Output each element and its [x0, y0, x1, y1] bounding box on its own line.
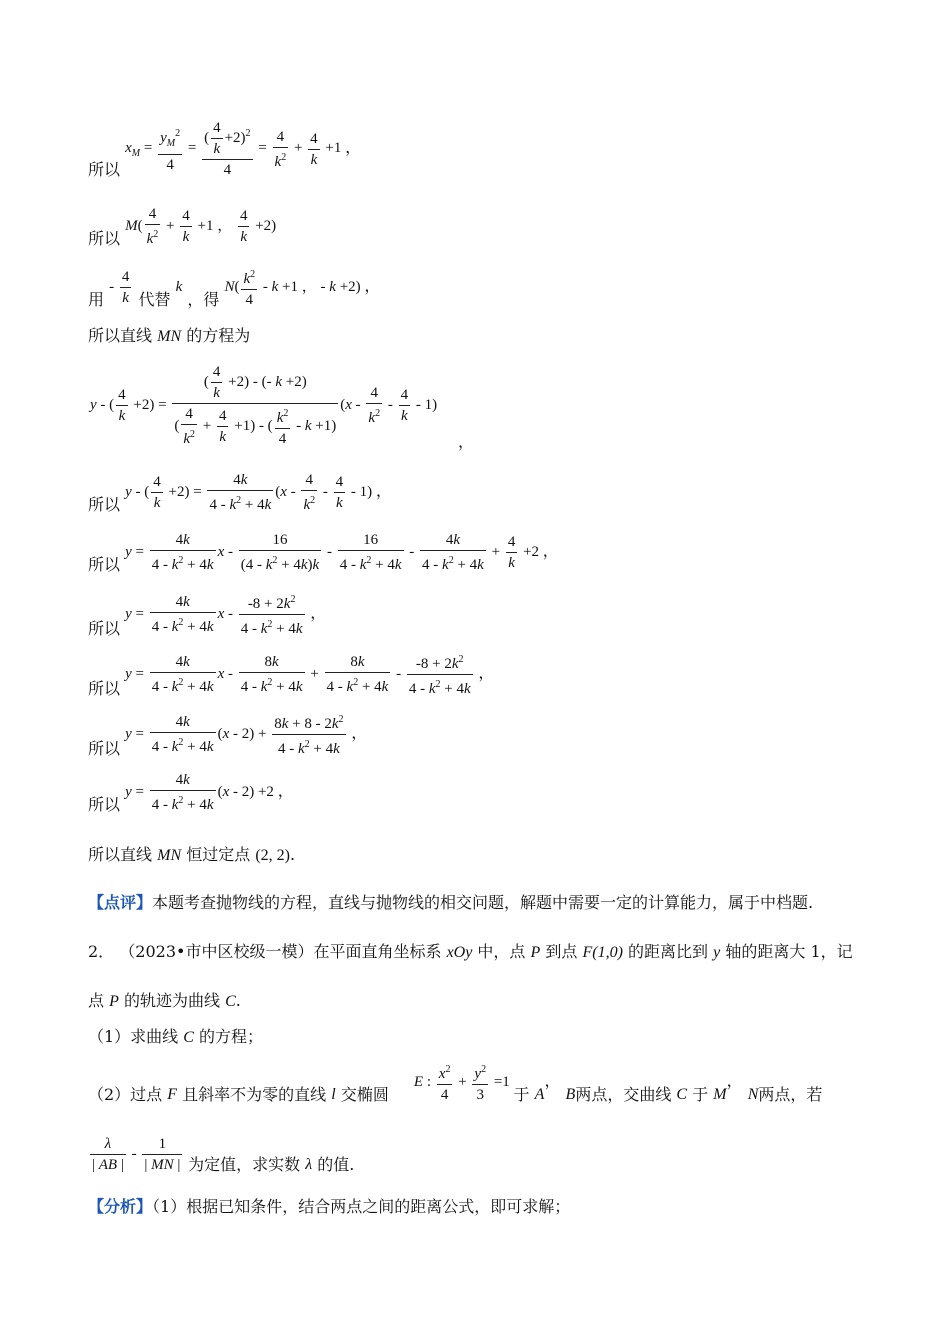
- text-so-line: 所以直线: [88, 845, 153, 864]
- symbol-mn: MN: [157, 847, 182, 864]
- formula-step-6: y - ( $\frac{4}{k}$ +2) = $\frac{4k}{4 - k^2 + 4k}$ (x - $\frac{4}{k^2}$ - $\frac{4}{k}$ - 1): [125, 472, 376, 513]
- question-text: （1）求曲线: [88, 1027, 179, 1046]
- text-suffix: ，: [364, 275, 381, 295]
- problem-text: .: [235, 991, 241, 1010]
- symbol-k: k: [175, 278, 183, 295]
- text-prefix: 所以: [88, 619, 121, 638]
- text-prefix: 所以: [88, 555, 121, 574]
- text-prefix: 所以: [88, 739, 121, 758]
- symbol-c: C: [225, 993, 236, 1010]
- text-get: ，得: [187, 290, 220, 309]
- question-2-line-2: [88, 1134, 354, 1175]
- question-text: 于: [513, 1085, 530, 1104]
- symbol-a: A: [534, 1086, 545, 1103]
- text-prefix: 所以: [88, 229, 121, 248]
- derivation-line-3: [88, 265, 380, 310]
- text-suffix: ，: [478, 662, 495, 682]
- formula-step-10: y = $\frac{4k}{4 - k^2 + 4k}$ (x - 2) + $\frac{8k + 8 - 2k^2}{4 - k^2 + 4k}$: [125, 726, 351, 742]
- problem-2-statement: [88, 942, 853, 963]
- problem-text: 的距离比到: [628, 942, 709, 961]
- review-tag: 【点评】: [88, 893, 153, 912]
- formula-lambda-expression: $\frac{\lambda}{| AB |}$ - $\frac{1}{| MN |}$: [92, 1136, 181, 1173]
- text-suffix: ，: [345, 137, 362, 157]
- text-prefix: 所以: [88, 679, 121, 698]
- symbol-f: F: [167, 1086, 178, 1103]
- formula-step-7: y = $\frac{4k}{4 - k^2 + 4k}$ x - $\frac{16}{(4 - k^2 + 4k)k}$ - $\frac{16}{4 - k^2 + 4k}$ - $\frac{4k}{4 - k^2 + 4k}$ + $\frac{4}{k}$ +2: [125, 532, 543, 573]
- derivation-line-12: [88, 845, 295, 866]
- problem-text: 在平面直角坐标系: [313, 942, 442, 961]
- symbol-c: C: [676, 1086, 688, 1103]
- question-2: （2）过点 F 且斜率不为零的直线 l 交椭圆 E : $\frac{x^2}{4}$ + $\frac{y^2}{3}$ =1 于 A， B两点，交曲线 C 于 M， N两点，若: [88, 1060, 822, 1105]
- formula-point-n: N( $\frac{k^2}{4}$ - k +1 ， - k +2): [224, 279, 364, 295]
- derivation-line-10: [88, 710, 367, 759]
- symbol-b: B: [565, 1086, 576, 1103]
- problem-text: 中，点: [477, 942, 526, 961]
- text-fixed-point: 恒过定点: [186, 845, 251, 864]
- review-text: 本题考查抛物线的方程，直线与抛物线的相交问题，解题中需要一定的计算能力，属于中档题.: [152, 893, 814, 912]
- problem-text: 轴的距离大 1，记: [725, 942, 853, 961]
- question-text: （2）过点: [88, 1085, 163, 1104]
- text-suffix: ，: [310, 602, 327, 622]
- question-text: 交椭圆: [340, 1085, 389, 1104]
- text-suffix: ，: [375, 480, 392, 500]
- symbol-xoy: xOy: [446, 944, 473, 961]
- question-text: 于: [692, 1085, 709, 1104]
- text-end: .: [289, 845, 296, 864]
- formula-step-9: y = $\frac{4k}{4 - k^2 + 4k}$ x - $\frac{8k}{4 - k^2 + 4k}$ + $\frac{8k}{4 - k^2 + 4k}$ - $\frac{-8 + 2k^2}{4 - k^2 + 4k}$: [125, 666, 478, 682]
- derivation-line-9: [88, 650, 494, 699]
- text-prefix: 所以: [88, 795, 121, 814]
- formula-step-11: y = $\frac{4k}{4 - k^2 + 4k}$ (x - 2) +2: [125, 772, 278, 813]
- text-suffix: ，: [458, 432, 475, 451]
- symbol-p: P: [109, 993, 119, 1010]
- derivation-line-11: [88, 770, 294, 815]
- formula-xm: $x_M$ = $\frac{y_M^2}{4}$ = ( $\frac{4}{k}$ +2)$^2$ 4 = $\frac{4}{k^2}$ + $\frac{4}{k}$ +1: [125, 120, 346, 178]
- problem-text: 点: [88, 991, 105, 1010]
- symbol-f-point: F(1,0): [582, 944, 623, 961]
- question-text: 两点，交曲线: [575, 1085, 672, 1104]
- formula-step-8: y = $\frac{4k}{4 - k^2 + 4k}$ x - $\frac{-8 + 2k^2}{4 - k^2 + 4k}$: [125, 606, 310, 622]
- derivation-line-7: [88, 530, 559, 575]
- derivation-line-6: [88, 470, 392, 515]
- text-suffix: ，: [351, 722, 368, 742]
- text-suffix: ，: [277, 780, 294, 800]
- formula-point-m: M( $\frac{4}{k^2}$ + $\frac{4}{k}$ +1 ， $\frac{4}{k}$ +2): [125, 206, 277, 247]
- fixed-point-value: (2, 2): [255, 847, 290, 864]
- derivation-line-1: [88, 118, 361, 180]
- text-suffix: ，: [542, 540, 559, 560]
- symbol-c: C: [183, 1029, 194, 1046]
- problem-text: 的轨迹为曲线: [123, 991, 220, 1010]
- review-comment: [88, 893, 813, 913]
- derivation-line-8: [88, 590, 326, 639]
- derivation-line-5-comma: [458, 432, 474, 452]
- symbol-m: M: [713, 1086, 727, 1103]
- text-replace: 代替: [138, 290, 171, 309]
- symbol-mn: MN: [157, 328, 182, 345]
- text-equation-is: 的方程为: [186, 326, 251, 345]
- problem-2-statement-line-2: [88, 991, 241, 1012]
- formula-ellipse: E : $\frac{x^2}{4}$ + $\frac{y^2}{3}$ =1: [414, 1074, 514, 1090]
- problem-source: （2023•市中区校级一模）: [119, 942, 314, 961]
- text-prefix: 所以: [88, 495, 121, 514]
- text-prefix: 所以: [88, 160, 121, 179]
- question-1: [88, 1027, 263, 1048]
- symbol-lambda: λ: [305, 1156, 313, 1173]
- question-text: 的值.: [317, 1155, 355, 1174]
- question-text: 且斜率不为零的直线: [182, 1085, 327, 1104]
- derivation-line-5: [90, 362, 437, 449]
- derivation-line-4: [88, 326, 250, 347]
- analysis-text: （1）根据已知条件，结合两点之间的距离公式，即可求解；: [152, 1197, 571, 1216]
- problem-text: 到点: [545, 942, 578, 961]
- analysis: [88, 1197, 570, 1217]
- analysis-tag: 【分析】: [88, 1197, 153, 1216]
- problem-number: 2．: [88, 942, 115, 961]
- symbol-l: l: [331, 1086, 336, 1103]
- formula-neg-4-over-k: - $\frac{4}{k}$: [109, 269, 130, 306]
- question-text: 为定值，求实数: [188, 1155, 301, 1174]
- question-text: 的方程；: [199, 1027, 264, 1046]
- symbol-p: P: [530, 944, 541, 961]
- formula-line-mn: y - ( $\frac{4}{k}$ +2) = ( $\frac{4}{k}$ +2) - (- k +2) ( $\frac{4}{k^2}$ + $\frac{4}{k}$ +1) - ( $\frac{k^2}{4}$ - k +1) (x - $\frac{4}{k^2}$ - $\frac{4}{k}$ - 1): [90, 364, 438, 447]
- text-use: 用: [88, 290, 105, 309]
- question-text: 两点，若: [758, 1085, 823, 1104]
- symbol-y: y: [713, 944, 721, 961]
- derivation-line-2: [88, 204, 276, 249]
- symbol-n: N: [747, 1086, 759, 1103]
- text-so-line: 所以直线: [88, 326, 153, 345]
